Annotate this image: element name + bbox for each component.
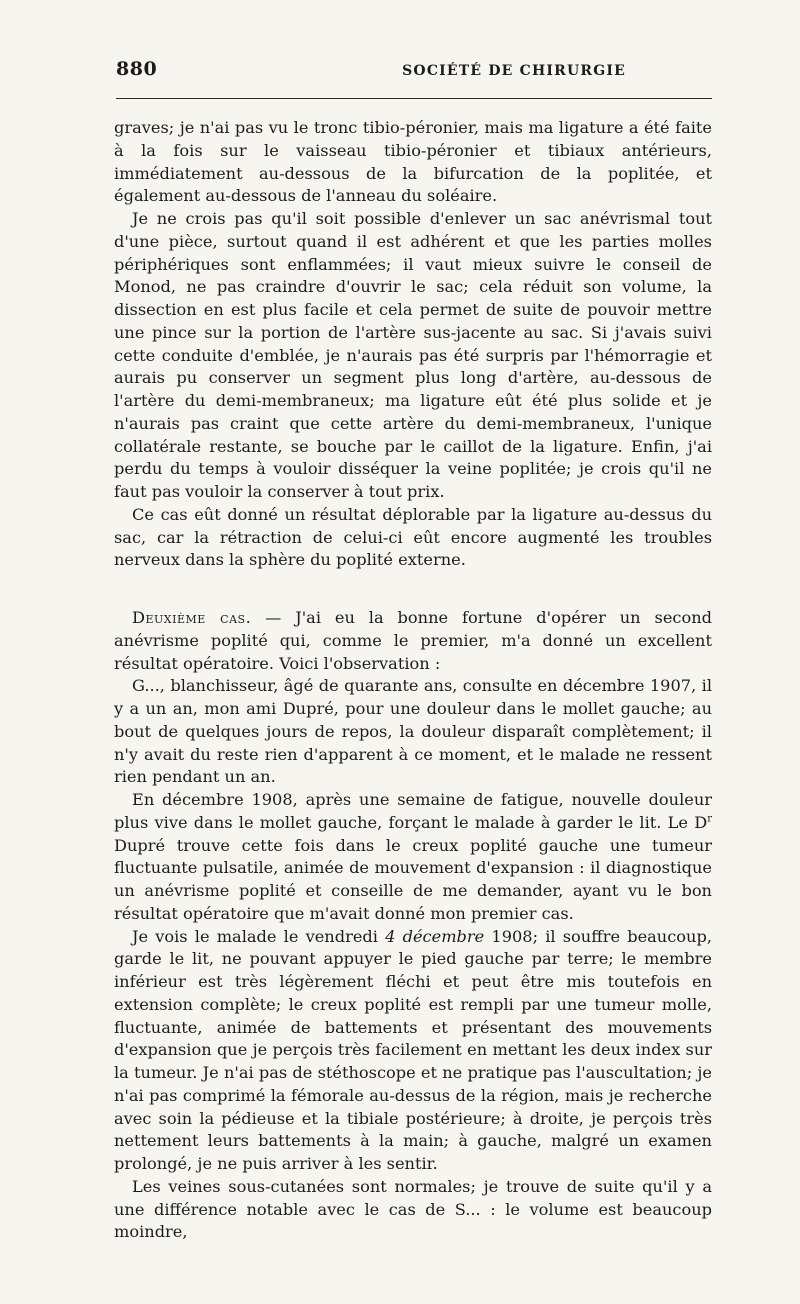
superscript: r (707, 813, 712, 825)
paragraph: graves; je n'ai pas vu le tronc tibio-péronier, mais ma ligature a été faite à la fois sur le vaisseau tibio-péronier et tibiaux antérieurs, immédiatement au-dessous de la bifurcation de la poplitée, et également au-dessous de l'anneau du soléaire. (114, 118, 712, 206)
case-label: Deuxième cas. (132, 608, 252, 627)
paragraph: G..., blanchisseur, âgé de quarante ans, consulte en décembre 1907, il y a un an, mon ami Dupré, pour une douleur dans le mollet gauche; au bout de quelques jours de repos, la douleur disparaît complètement; il n'y avait du reste rien d'apparent à ce moment, et le malade ne ressent rien pendant un an. (114, 676, 712, 787)
text-run: Dupré trouve cette fois dans le creux poplité gauche une tumeur fluctuante pulsatile, animée de mouvement d'expansion : il diagnostique un anévrisme poplité et conseille de me demander, ayant vu le bon résultat opératoire que m'avait donné mon premier cas. (114, 835, 712, 923)
page-header (116, 58, 712, 80)
paragraph (114, 789, 712, 926)
date-number: 4 (385, 926, 396, 946)
section-gap (114, 572, 712, 607)
paragraph (114, 926, 712, 1176)
paragraph: Je ne crois pas qu'il soit possible d'enlever un sac anévrismal tout d'une pièce, surtout quand il est adhérent et que les parties molles périphériques sont enflammées; il vaut mieux suivre le conseil de Monod, ne pas craindre d'ouvrir le sac; cela réduit son volume, la dissection en est plus facile et cela permet de suite de pouvoir mettre une pince sur la portion de l'artère sus-jacente au sac. Si j'avais suivi cette conduite d'emblée, je n'aurais pas été surpris par l'hémorragie et aurais pu conserver un segment plus long d'artère, au-dessous de l'artère du demi-membraneux; ma ligature eût été plus solide et je n'aurais pas craint que cette artère du demi-membraneux, l'unique collatérale restante, se bouche par le caillot de la ligature. Enfin, j'ai perdu du temps à vouloir disséquer la veine poplitée; je crois qu'il ne faut pas vouloir la conserver à tout prix. (114, 209, 712, 501)
paragraph-case-heading (114, 607, 712, 675)
text-run: En décembre 1908, après une semaine de fatigue, nouvelle douleur plus vive dans le mollet gauche, forçant le malade à garder le lit. Le D (114, 790, 712, 832)
paragraph: Les veines sous-cutanées sont normales; je trouve de suite qu'il y a une différence notable avec le cas de S... : le volume est beaucoup moindre, (114, 1176, 712, 1242)
text-run: 1908; il souffre beaucoup, garde le lit, ne pouvant appuyer le pied gauche par terre; le membre inférieur est très légèrement fléchi et peut être mis toutefois en extension complète; le creux poplité est rempli par une tumeur molle, fluctuante, animée de battements et présentant des mouvements d'expansion que je perçois très facilement en mettant les deux index sur la tumeur. Je n'ai pas de stéthoscope et ne pratique pas l'auscultation; je n'ai pas comprimé la fémorale au-dessus de la région, mais je recherche avec soin la pédieuse et la tibiale postérieure; à droite, je perçois très nettement leurs battements à la main; à gauche, malgré un examen prolongé, je ne puis arriver à les sentir. (114, 926, 712, 1173)
body-text (114, 117, 712, 1244)
running-title: SOCIÉTÉ DE CHIRURGIE (402, 63, 626, 79)
italic-text: décembre (402, 926, 485, 946)
header-rule (116, 98, 712, 99)
case-intro: — J'ai eu la bonne fortune d'opérer un second anévrisme poplité qui, comme le premier, m'a donné un excellent résultat opératoire. Voici l'observation : (114, 608, 712, 673)
text-run: Je vois le malade le vendredi (132, 926, 386, 946)
page-number: 880 (116, 58, 158, 80)
paragraph: Ce cas eût donné un résultat déplorable par la ligature au-dessus du sac, car la rétraction de celui-ci eût encore augmenté les troubles nerveux dans la sphère du poplité externe. (114, 504, 712, 570)
